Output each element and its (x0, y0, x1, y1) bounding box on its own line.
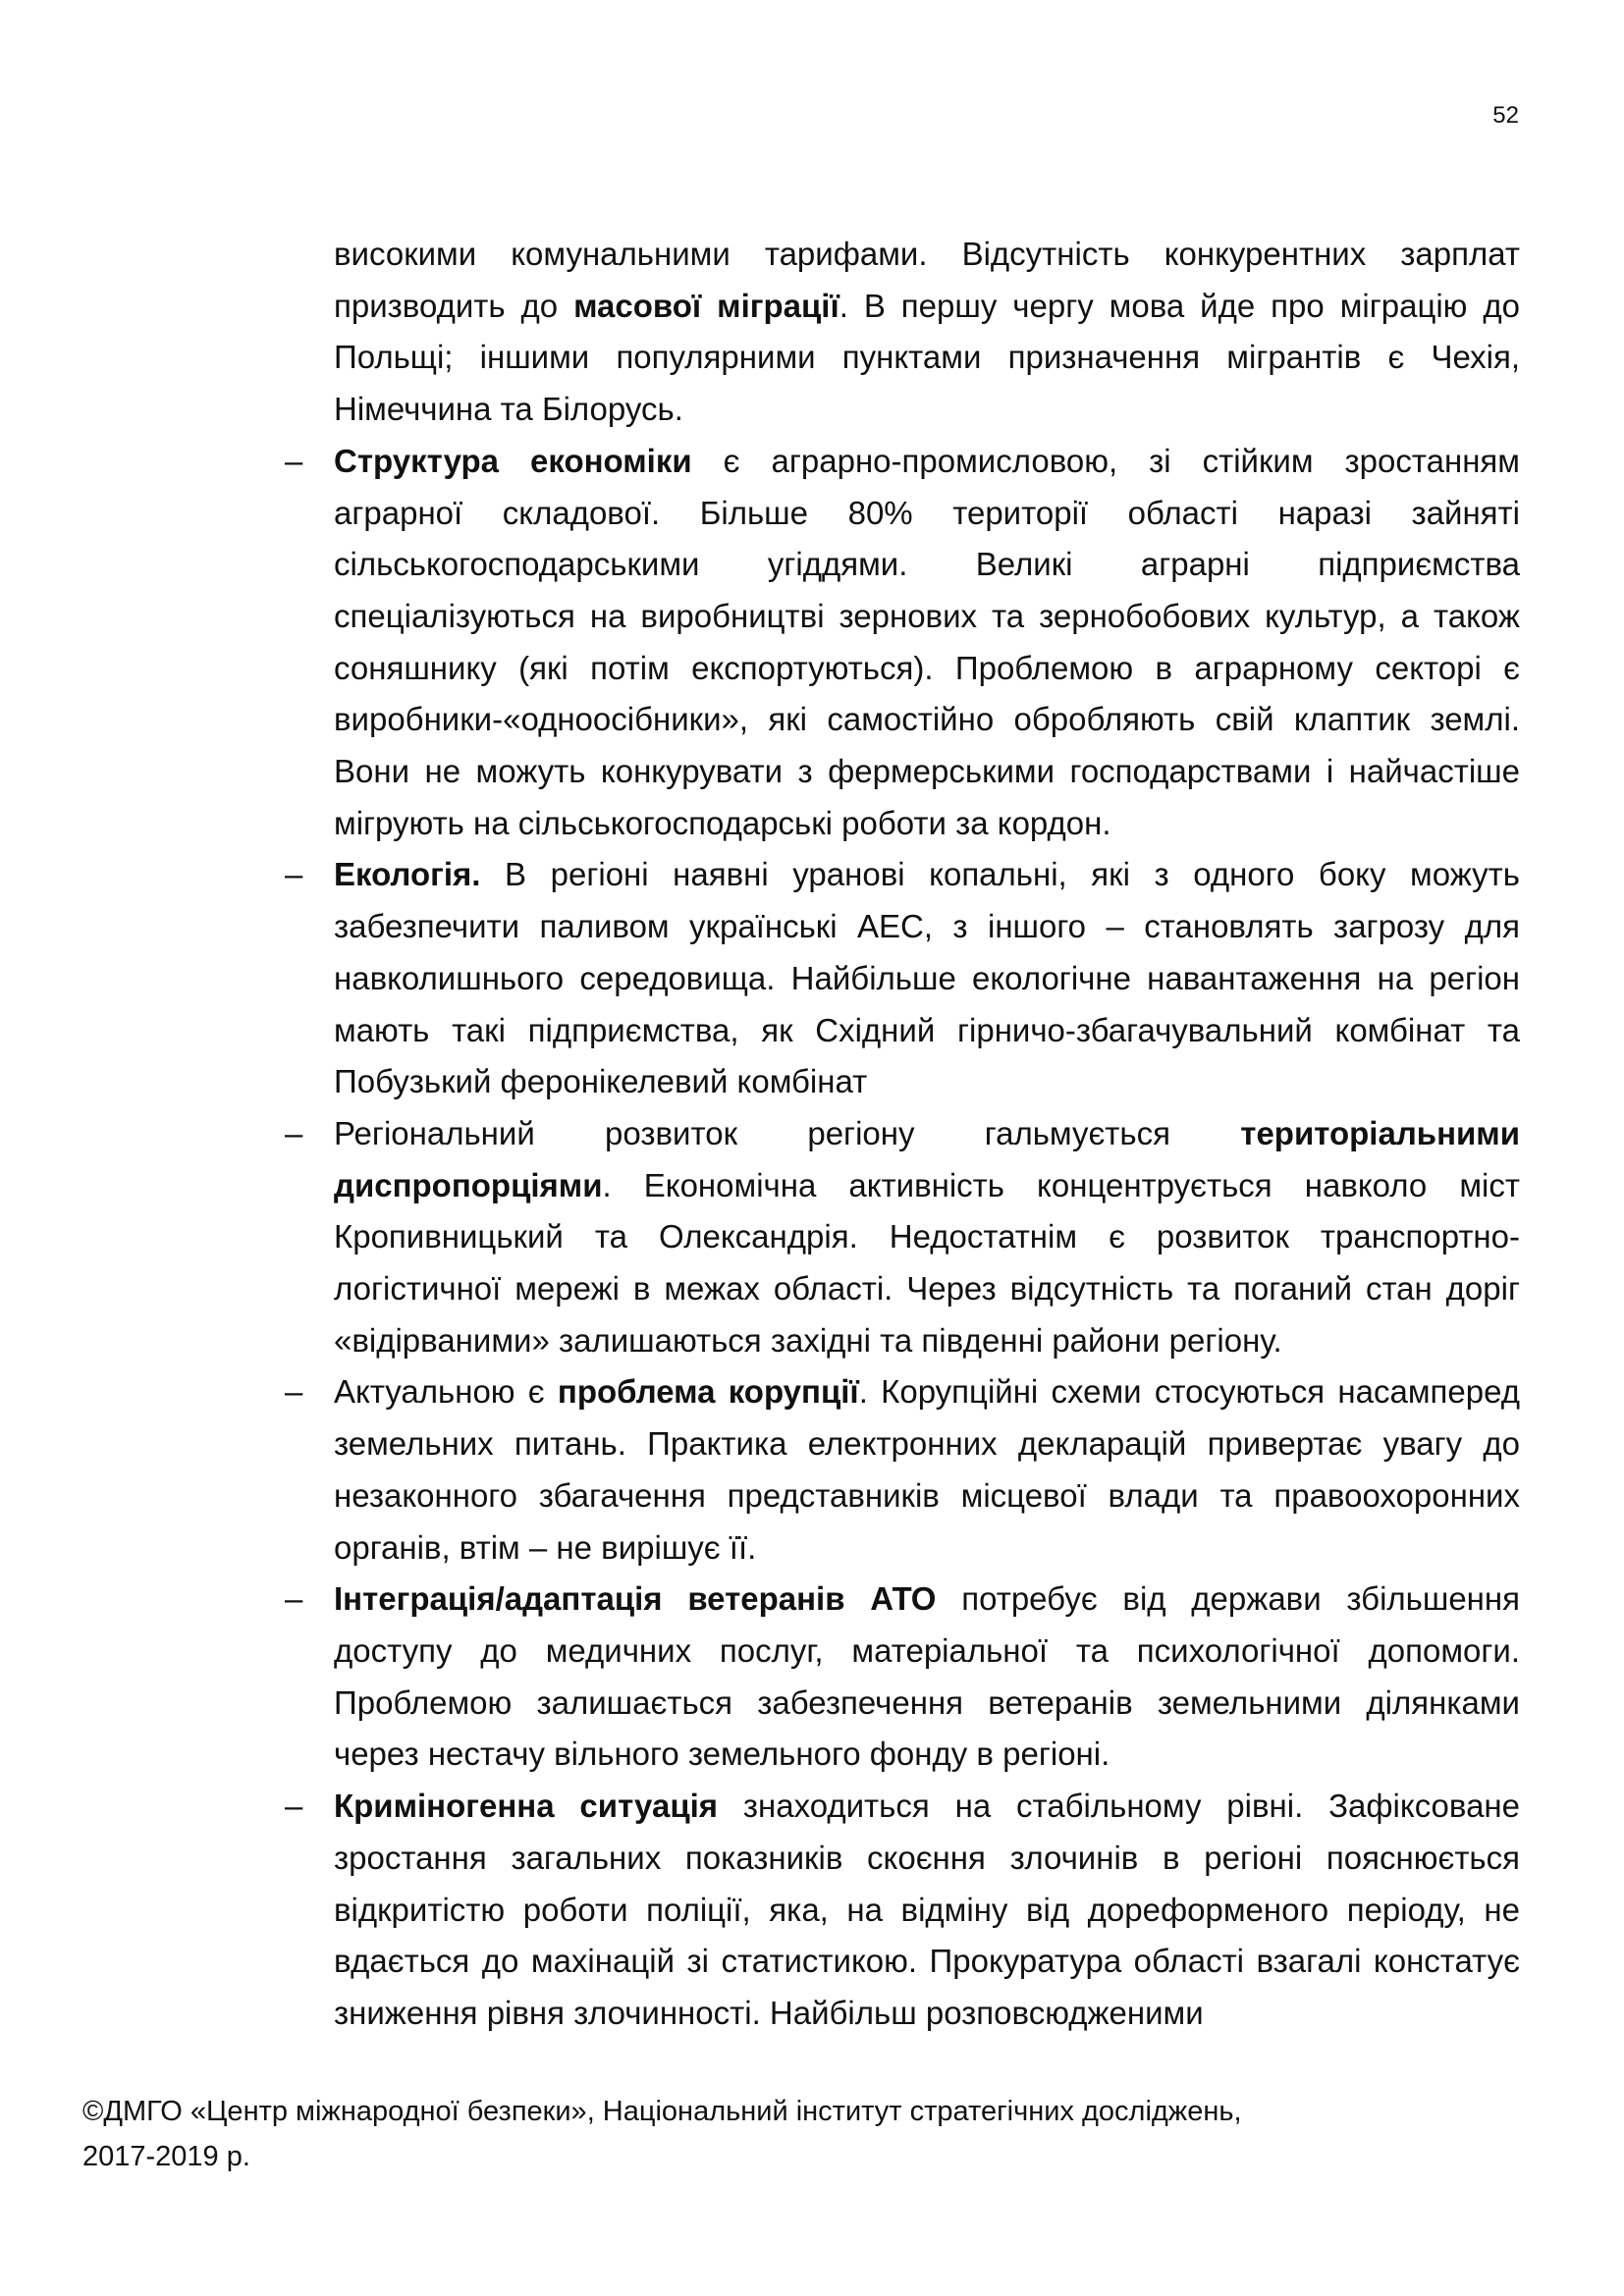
bold-text: проблема корупції (557, 1373, 859, 1411)
bold-text: масової міграції (573, 287, 839, 324)
bold-text: територіальними диспропорціями (334, 1114, 1520, 1203)
text-run: Актуальною є (334, 1373, 558, 1411)
bullet-dash: – (285, 856, 303, 893)
footer (82, 2089, 1457, 2179)
text-run: . Корупційні схеми стосуються насамперед земельних питань. Практика електронних декларацій привертає увагу до незаконного збагачення представників місцевої влади та правоохоронних органів, втім – не вирішує її. (334, 1373, 1520, 1566)
text-run: Регіональний розвиток регіону гальмується (334, 1114, 1241, 1151)
list-item (285, 1366, 1520, 1574)
text-run: знаходиться на стабільному рівні. Зафіксоване зростання загальних показників скоєння злочинів в регіоні пояснюється відкритістю роботи поліції, яка, на відміну від дореформеного періоду, не вдається до махінацій зі статистикою. Прокуратура області взагалі констатує зниження рівня злочинності. Найбільш розповсюдженими (334, 1788, 1521, 2031)
bold-text: Екологія. (334, 856, 481, 893)
page-number: 52 (1492, 102, 1519, 129)
bullet-dash: – (285, 1580, 303, 1618)
bullet-dash: – (285, 1788, 303, 1825)
text-run: потребує від держави збільшення доступу до медичних послуг, матеріальної та психологічної допомоги. Проблемою залишається забезпечення ветеранів земельними ділянками через нестачу вільного земельного фонду в регіоні. (334, 1580, 1520, 1773)
text-run: є аграрно-промисловою, зі стійким зростанням аграрної складової. Більше 80% території області наразі зайняті сільськогосподарськими угіддями. Великі аграрні підприємства спеціалізуються на виробництві зернових та зернобобових культур, а також соняшнику (які потім експортуються). Проблемою в аграрному секторі є виробники-«одноосібники», які самостійно обробляють свій клаптик землі. Вони не можуть конкурувати з фермерськими господарствами і найчастіше мігрують на сільськогосподарські роботи за кордон. (334, 442, 1520, 841)
list-item (285, 849, 1520, 1108)
text-run: . Економічна активність концентрується навколо міст Кропивницький та Олександрія. Недостатнім є розвиток транспортно-логістичної мережі в межах області. Через відсутність та поганий стан доріг «відірваними» залишаються західні та південні райони регіону. (334, 1166, 1520, 1359)
text-run: високими комунальними тарифами. Відсутність конкурентних зарплат призводить до (334, 236, 1520, 324)
intro-paragraph (334, 229, 1520, 436)
list-item (285, 436, 1520, 850)
bullet-dash: – (285, 1114, 303, 1151)
list-item (285, 1781, 1521, 2040)
text-run: . В першу чергу мова йде про міграцію до Польщі; іншими популярними пунктами призначення мігрантів є Чехія, Німеччина та Білорусь. (334, 287, 1520, 428)
bold-text: Криміногенна ситуація (334, 1788, 719, 1825)
text-run: В регіоні наявні уранові копальні, які з одного боку можуть забезпечити паливом українські АЕС, з іншого – становлять загрозу для навколишнього середовища. Найбільше екологічне навантаження на регіон мають такі підприємства, як Східний гірничо-збагачувальний комбінат та Побузький феронікелевий комбінат (334, 856, 1520, 1100)
bold-text: Інтеграція/адаптація ветеранів АТО (334, 1580, 937, 1618)
list-item (285, 1108, 1520, 1367)
bullet-dash: – (285, 442, 303, 479)
bullet-dash: – (285, 1373, 303, 1411)
document-body (285, 229, 1521, 2040)
footer-copyright: ©ДМГО «Центр міжнародної безпеки», Національний інститут стратегічних досліджень, (82, 2096, 1242, 2127)
bold-text: Структура економіки (334, 442, 692, 479)
bullet-list (285, 436, 1521, 2040)
list-item (285, 1574, 1520, 1781)
footer-years: 2017-2019 р. (82, 2141, 250, 2172)
